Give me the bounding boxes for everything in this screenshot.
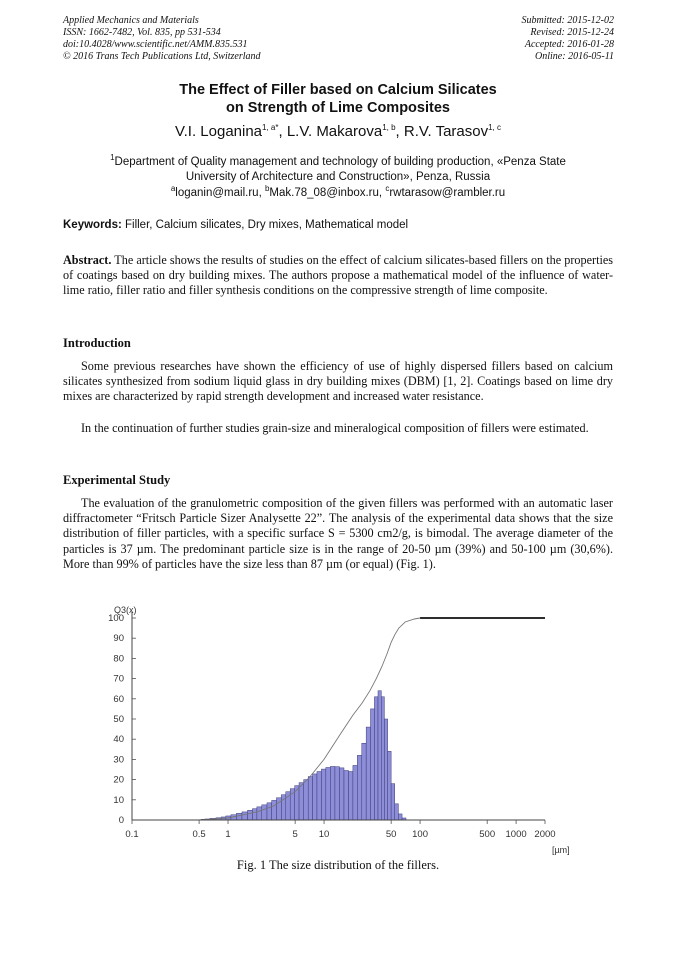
- density-bar: [371, 709, 375, 820]
- author-name: R.V. Tarasov: [403, 123, 489, 140]
- x-axis-label: [µm]: [552, 845, 570, 855]
- x-tick-label: 0.5: [192, 829, 206, 840]
- density-bar: [344, 771, 349, 820]
- copyright: © 2016 Trans Tech Publications Ltd, Switzerland: [63, 51, 261, 62]
- density-bar: [339, 768, 344, 820]
- y-tick-label: 60: [113, 693, 124, 705]
- author-list: V.I. Loganina$^{1, a*}$, L.V. Makarova$^{1, b}$, R.V. Tarasov$^{1, c}$: [175, 123, 501, 140]
- density-bar: [242, 812, 248, 820]
- density-bar: [330, 766, 335, 820]
- intro-paragraph-2: In the continuation of further studies grain-size and mineralogical composition of fillers were estimated.: [81, 421, 589, 435]
- revised-date: Revised: 2015-12-24: [530, 27, 614, 38]
- density-bar: [257, 807, 262, 820]
- figure-caption: Fig. 1 The size distribution of the fillers.: [236, 858, 440, 872]
- density-bar: [395, 804, 399, 820]
- email-link[interactable]: rwtarasow@rambler.ru: [389, 186, 506, 199]
- density-bar: [252, 809, 256, 820]
- density-bar: [374, 697, 378, 820]
- email-link[interactable]: loganin@mail.ru,: [175, 186, 265, 199]
- section-heading-introduction: Introduction: [63, 336, 131, 350]
- dates-header: [522, 15, 615, 63]
- density-bar: [391, 784, 395, 820]
- x-tick-label: 1000: [505, 829, 527, 840]
- section-heading-experimental: Experimental Study: [63, 473, 171, 487]
- y-tick-label: 0: [118, 815, 124, 826]
- density-bar: [381, 697, 384, 820]
- density-bar: [308, 777, 312, 820]
- density-bar: [378, 691, 381, 820]
- density-bar: [267, 803, 272, 820]
- online-date: Online: 2016-05-11: [535, 51, 614, 62]
- experimental-paragraph-1: The evaluation of the granulometric composition of the given fillers was performed with an automatic laser diffractometer “Fritsch Particle Sizer Analysette 22”. The analysis of the experimental data shows that the size distribution of filler particles, with a specific surface S = 5300 cm2/g, is bimodal. The average diameter of the particles is 37 µm. The predominant particle size is in the range of 20-50 µm (39%) and 50-100 µm (30,6%). More than 99% of particles have the size less than 87 µm (or equal) (Fig. 1).: [63, 496, 613, 571]
- y-tick-label: 40: [113, 734, 124, 746]
- x-tick-label: 50: [385, 829, 397, 840]
- y-axis-label: Q3(x): [114, 605, 137, 615]
- density-bar: [236, 813, 242, 820]
- accepted-date: Accepted: 2016-01-28: [524, 39, 614, 50]
- author-name: V.I. Loganina: [175, 123, 263, 140]
- y-tick-label: 90: [113, 633, 124, 645]
- density-bar: [388, 751, 391, 820]
- x-tick-label: 10: [318, 829, 330, 840]
- author-name: L.V. Makarova: [286, 123, 383, 140]
- density-bar: [262, 805, 267, 820]
- density-bar: [384, 719, 387, 820]
- density-bar: [353, 765, 357, 820]
- journal-name: Applied Mechanics and Materials: [63, 15, 199, 26]
- density-bar: [348, 772, 352, 820]
- y-tick-label: 30: [113, 754, 124, 766]
- x-tick-label: 500: [479, 829, 496, 840]
- y-tick-label: 10: [113, 794, 124, 806]
- submitted-date: Submitted: 2015-12-02: [521, 15, 614, 26]
- density-bar: [313, 774, 317, 820]
- density-bar: [248, 810, 253, 820]
- y-tick-label: 20: [113, 774, 124, 786]
- y-tick-label: 50: [113, 714, 124, 725]
- x-tick-label: 5: [292, 829, 298, 840]
- y-tick-label: 100: [108, 613, 124, 624]
- keywords: Keywords: Filler, Calcium silicates, Dry mixes, Mathematical model: [63, 219, 409, 231]
- density-bar: [272, 800, 277, 820]
- density-bar: [398, 814, 402, 820]
- abstract: Abstract. The article shows the results of studies on the effect of calcium silicates-based fillers on the properties of coatings based on dry building mixes. The authors propose a mathematical model of the influence of water-lime ratio, filler ratio and filler synthesis conditions on the compressive strength of lime composite.: [63, 253, 613, 298]
- density-bar: [299, 783, 304, 820]
- x-tick-label: 2000: [534, 829, 556, 840]
- density-bar: [362, 743, 366, 820]
- density-bar: [326, 767, 331, 820]
- affiliation: $^1$Department of Quality management and technology of building production, «Penza State University of Architecture and Construction», Penza, Russia: [110, 153, 566, 183]
- email-list: $^a$loganin@mail.ru, $^b$Mak.78_08@inbox.ru, $^c$rwtarasow@rambler.ru: [170, 184, 506, 199]
- x-tick-label: 100: [412, 829, 429, 840]
- x-tick-label: 0.1: [125, 829, 139, 840]
- doi: doi:10.4028/www.scientific.net/AMM.835.531: [63, 39, 248, 50]
- intro-paragraph-1: Some previous researches have shown the efficiency of use of highly dispersed fillers based on calcium silicates synthesized from sodium liquid glass in dry building mixes (DBM) [1, 2]. Coatings based on lime dry mixes are characterized by rapid strength development and increased water resistance.: [63, 359, 613, 404]
- paper-title: The Effect of Filler based on Calcium Silicates on Strength of Lime Composites: [179, 82, 497, 116]
- density-bar: [357, 755, 361, 820]
- density-bar: [335, 767, 340, 820]
- x-tick-label: 1: [225, 829, 231, 840]
- email-link[interactable]: Mak.78_08@inbox.ru,: [269, 186, 386, 199]
- density-bar: [321, 769, 325, 820]
- density-bar: [366, 727, 370, 820]
- y-tick-label: 80: [113, 653, 124, 665]
- issn: ISSN: 1662-7482, Vol. 835, pp 531-534: [63, 27, 221, 38]
- journal-header: [63, 15, 261, 63]
- y-tick-label: 70: [113, 673, 124, 685]
- density-bar: [295, 786, 299, 820]
- density-bar: [304, 780, 309, 820]
- density-bar: [317, 772, 321, 820]
- density-bars: [201, 691, 406, 820]
- size-distribution-chart: [80, 600, 580, 855]
